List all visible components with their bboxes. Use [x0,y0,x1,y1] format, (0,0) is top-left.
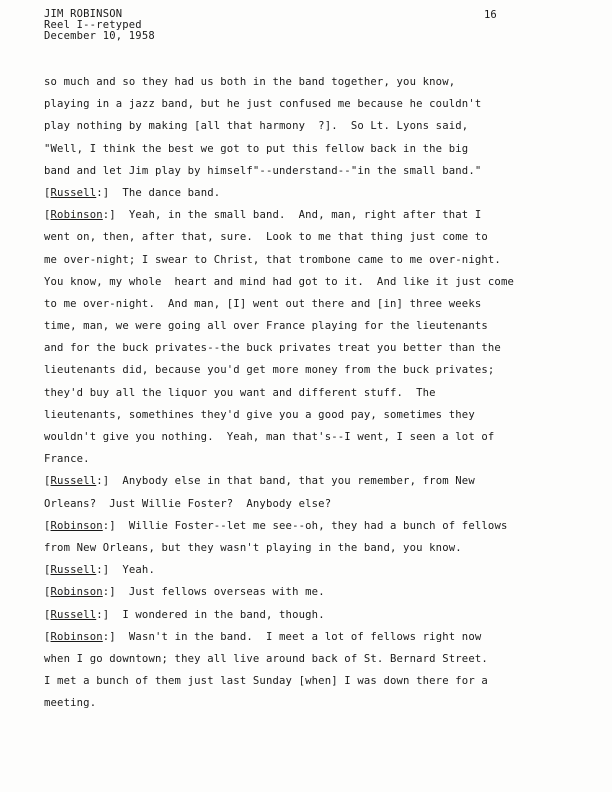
line-text: wouldn't give you nothing. Yeah, man that's--I went, I seen a lot of [44,431,495,443]
transcript-line [44,537,564,559]
line-text: You know, my whole heart and mind had got to it. And like it just come [44,275,515,288]
transcript-line [44,648,564,670]
line-text: lieutenants, somethines they'd give you a good pay, sometimes they [44,408,475,421]
page-number: 16 [484,9,497,21]
speaker-label: Robinson [50,586,103,599]
line-text: band and let Jim play by himself"--understand--"in the small band." [44,164,482,177]
speaker-label: Robinson [50,209,103,222]
transcript-line [44,93,564,115]
transcript-line [44,382,564,404]
transcript-line [44,315,564,337]
line-text: "Well, I think the best we got to put this fellow back in the big [44,142,469,155]
line-text: and for the buck privates--the buck privates treat you better than the [44,342,501,355]
line-text: meeting. [44,697,97,710]
line-text: play nothing by making [all that harmony ?]. So Lt. Lyons said, [44,120,469,133]
line-text: when I go downtown; they all live around back of St. Bernard Street. [44,652,488,665]
transcript-body [44,71,564,714]
transcript-line: [Russell:] Yeah. [44,564,155,577]
speaker-label: Robinson [50,630,103,643]
transcript-line [44,426,564,448]
transcript-line [44,337,564,359]
transcript-line [44,160,564,182]
speaker-label: Robinson [50,519,103,532]
line-text: they'd buy all the liquor you want and different stuff. The [44,386,436,399]
transcript-line: [Russell:] The dance band. [44,186,221,199]
line-text: went on, then, after that, sure. Look to me that thing just come to [44,231,488,244]
transcript-line [44,293,564,315]
transcript-line [44,226,564,248]
line-text: lieutenants did, because you'd get more money from the buck privates; [44,364,495,377]
line-text: playing in a jazz band, but he just confused me because he couldn't [44,98,482,111]
line-text: I met a bunch of them just last Sunday [when] I was down there for a [44,675,488,688]
reel-label: Reel I--retyped [44,19,142,31]
transcript-line: [Robinson:] Yeah, in the small band. And, man, right after that I [44,209,482,222]
transcript-line [44,448,564,470]
line-text: so much and so they had us both in the band together, you know, [44,76,456,88]
speaker-label: Russell [50,564,97,577]
transcript-line [44,249,564,271]
transcript-line [44,692,564,714]
line-text: Wasn't in the band. I meet a lot of fellows right now [115,630,482,643]
line-text: from New Orleans, but they wasn't playing in the band, you know. [44,541,462,554]
speaker-label: Russell [50,608,97,621]
transcript-line [44,670,564,692]
transcript-line [44,404,564,426]
interview-date: December 10, 1958 [44,30,155,42]
transcript-line [44,493,564,515]
speaker-label: Russell [50,186,97,199]
interviewee-name: JIM ROBINSON [44,8,123,20]
transcript-line: [Russell:] Anybody else in that band, that you remember, from New [44,475,475,488]
line-text: Willie Foster--let me see--oh, they had a bunch of fellows [115,519,508,532]
transcript-line: [Russell:] I wondered in the band, though. [44,608,325,621]
transcript-line: [Robinson:] Just fellows overseas with me. [44,586,325,599]
page-header [44,9,155,42]
transcript-line [44,359,564,381]
line-text: Orleans? Just Willie Foster? Anybody else? [44,497,332,510]
line-text: to me over-night. And man, [I] went out there and [in] three weeks [44,297,482,310]
line-text: Anybody else in that band, that you remember, from New [109,475,475,488]
line-text: The dance band. [109,186,221,199]
transcript-line: [Robinson:] Willie Foster--let me see--oh, they had a bunch of fellows [44,519,508,532]
transcript-line [44,138,564,160]
transcript-line: [Robinson:] Wasn't in the band. I meet a lot of fellows right now [44,630,482,643]
transcript-line [44,115,564,137]
transcript-line [44,71,564,93]
line-text: me over-night; I swear to Christ, that trombone came to me over-night. [44,253,501,266]
line-text: Just fellows overseas with me. [115,586,325,599]
line-text: France. [44,453,90,466]
line-text: Yeah. [109,564,155,577]
transcript-line [44,271,564,293]
line-text: time, man, we were going all over France playing for the lieutenants [44,320,488,333]
line-text: Yeah, in the small band. And, man, right after that I [115,209,482,222]
line-text: I wondered in the band, though. [109,608,325,621]
speaker-label: Russell [50,475,97,488]
